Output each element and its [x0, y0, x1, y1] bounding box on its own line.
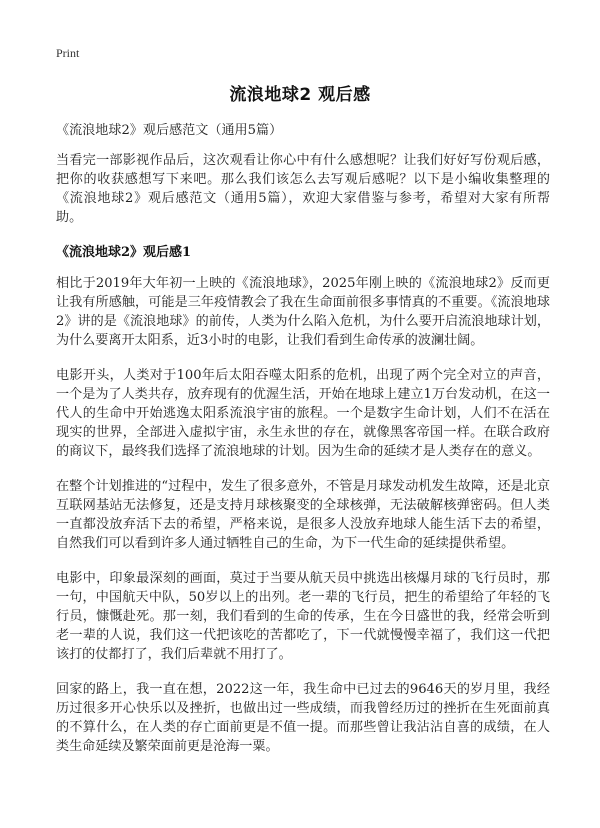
- print-link[interactable]: Print: [56, 46, 80, 60]
- body-paragraph: 在整个计划推进的“过程中，发生了很多意外，不管是月球发动机发生故障，还是北京互联网基站无法修复，还是支持月球核聚变的全球核弹，无法破解核弹密码。但人类一直都没放弃活下去的希望，严格来说，是很多人没放弃地球人能生活下去的希望，自然我们可以看到许多人通过牺牲自己的生命，为下一代生命的延续提供希望。: [56, 479, 550, 551]
- body-paragraph: 回家的路上，我一直在想，2022这一年，我生命中已过去的9646天的岁月里，我经历过很多开心快乐以及挫折，也做出过一些成绩，而我曾经历过的挫折在生死面前真的不算什么，在人类的存亡面前更是不值一提。而那些曾让我沾沾自喜的成绩，在人类生命延续及繁荣面前更是沧海一粟。: [56, 682, 550, 754]
- body-paragraph: 电影开头，人类对于100年后太阳吞噬太阳系的危机，出现了两个完全对立的声音，一个是为了人类共存，放弃现有的优渥生活，开始在地球上建立1万台发动机，在这一代人的生命中开始逃逸太阳系流浪宇宙的旅程。一个是数字生命计划，人们不在活在现实的世界，全部进入虚拟宇宙，永生永世的存在，就像黑客帝国一样。在联合政府的商议下，最终我们选择了流浪地球的计划。因为生命的延续才是人类存在的意义。: [56, 368, 550, 459]
- page-title: 流浪地球2 观后感: [229, 85, 371, 105]
- intro-paragraph: 当看完一部影视作品后，这次观看让你心中有什么感想呢？让我们好好写份观后感，把你的收获感想写下来吧。那么我们该怎么去写观后感呢？以下是小编收集整理的《流浪地球2》观后感范文（通用5篇），欢迎大家借鉴与参考，希望对大家有所帮助。: [56, 153, 550, 225]
- article-body: [56, 121, 550, 772]
- body-paragraph: 电影中，印象最深刻的画面，莫过于当要从航天员中挑选出核爆月球的飞行员时，那一句，中国航天中队，50岁以上的出列。老一辈的飞行员，把生的希望给了年轻的飞行员，慷慨赴死。那一刻，我们看到的生命的传承，生在今日盛世的我，经常会听到老一辈的人说，我们这一代把该吃的苦都吃了，下一代就慢慢幸福了，我们这一代把该打的仗都打了，我们后辈就不用打了。: [56, 571, 550, 662]
- body-paragraph: 相比于2019年大年初一上映的《流浪地球》，2025年刚上映的《流浪地球2》反而更让我有所感触，可能是三年疫情教会了我在生命面前很多事情真的不重要。《流浪地球2》讲的是《流浪地球》的前传，人类为什么陷入危机，为什么要开启流浪地球计划，为什么要离开太阳系，近3小时的电影，让我们看到生命传承的波澜壮阔。: [56, 276, 550, 348]
- article-subtitle: 《流浪地球2》观后感范文（通用5篇）: [56, 123, 283, 138]
- section-heading: 《流浪地球2》观后感1: [56, 245, 192, 260]
